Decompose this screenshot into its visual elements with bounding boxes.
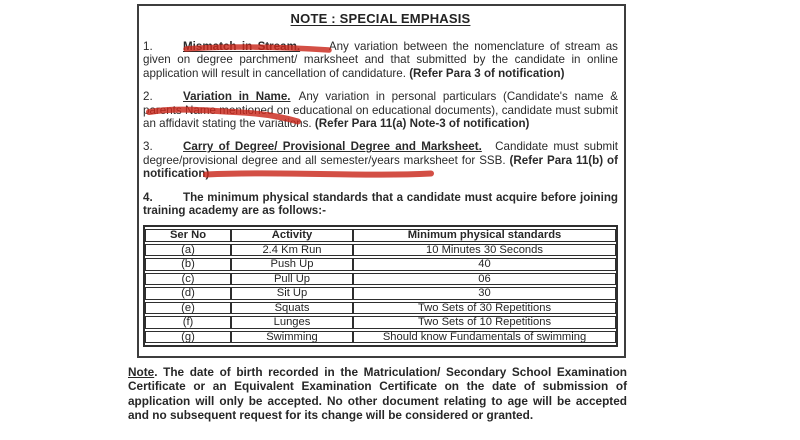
cell-standard: Two Sets of 10 Repetitions — [353, 316, 616, 329]
cell-standard: Two Sets of 30 Repetitions — [353, 302, 616, 315]
para-1-reference: (Refer Para 3 of notification) — [409, 66, 565, 80]
cell-ser-no: (a) — [145, 244, 231, 257]
footnote-text: . The date of birth recorded in the Matriculation/ Secondary School Examination Certificate or an Equivalent Examination Certificate on the date of submission of application will only be accepted. No other document relating to age will be accepted and no subsequent request for its change will be considered or granted. — [128, 365, 627, 422]
para-2-reference: (Refer Para 11(a) Note-3 of notification) — [314, 117, 530, 131]
cell-standard: 40 — [353, 258, 616, 271]
cell-activity: Lunges — [231, 316, 353, 329]
cell-ser-no: (c) — [145, 273, 231, 286]
cell-standard: 10 Minutes 30 Seconds — [353, 244, 616, 257]
table-row — [145, 258, 616, 271]
table-row — [145, 316, 616, 329]
para-1-body: Any variation between the nomenclature of stream as given on degree parchment/ marksheet and that submitted by the candidate in online application will result in cancellation of candidature. — [143, 40, 618, 80]
para-2-heading: Variation in Name. — [183, 90, 291, 104]
table-row — [145, 287, 616, 300]
cell-activity: Push Up — [231, 258, 353, 271]
document-title: NOTE : SPECIAL EMPHASIS — [290, 11, 471, 26]
cell-activity: Sit Up — [231, 287, 353, 300]
para-4-number: 4. — [143, 190, 153, 204]
table-row — [145, 244, 616, 257]
table-row — [145, 331, 616, 344]
header-minimum-standards: Minimum physical standards — [353, 229, 616, 242]
para-mismatch-in-stream — [143, 40, 618, 80]
cell-standard: 30 — [353, 287, 616, 300]
standards-table-body — [145, 244, 616, 344]
special-emphasis-box — [137, 4, 626, 358]
cell-ser-no: (e) — [145, 302, 231, 315]
para-1-heading: Mismatch in Stream. — [183, 40, 301, 53]
cell-ser-no: (b) — [145, 258, 231, 271]
cell-ser-no: (f) — [145, 316, 231, 329]
cell-ser-no: (d) — [145, 287, 231, 300]
table-header-row — [145, 229, 616, 242]
para-carry-of-degree — [143, 140, 618, 180]
tab-space — [300, 49, 324, 50]
para-3-reference: (Refer Para 11(b) of notification) — [143, 153, 618, 181]
para-2-number: 2. — [143, 90, 153, 104]
para-3-heading: Carry of Degree/ Provisional Degree and Marksheet. — [183, 140, 482, 154]
footnote-label: Note — [128, 365, 155, 379]
para-3-body: Candidate must submit degree/provisional degree and all semester/years marksheet for SSB. — [143, 140, 618, 167]
para-4-text: The minimum physical standards that a candidate must acquire before joining training academy are as follows:- — [143, 190, 618, 218]
para-3-number: 3. — [143, 140, 153, 154]
table-row — [145, 273, 616, 286]
header-ser-no: Ser No — [145, 229, 231, 242]
footnote — [128, 365, 627, 422]
cell-standard: 06 — [353, 273, 616, 286]
para-2-body: Any variation in personal particulars (Candidate's name & parents Name mentioned on educational on educational documents), candidate must submit an affidavit stating the variations. — [143, 90, 618, 131]
cell-activity: Squats — [231, 302, 353, 315]
header-activity: Activity — [231, 229, 353, 242]
tab-space — [482, 149, 490, 150]
physical-standards-table — [143, 225, 618, 347]
table-row — [145, 302, 616, 315]
cell-activity: 2.4 Km Run — [231, 244, 353, 257]
cell-activity: Swimming — [231, 331, 353, 344]
tab-space — [291, 99, 293, 100]
cell-activity: Pull Up — [231, 273, 353, 286]
cell-ser-no: (g) — [145, 331, 231, 344]
para-physical-standards-intro — [143, 191, 618, 218]
cell-standard: Should know Fundamentals of swimming — [353, 331, 616, 344]
para-variation-in-name — [143, 90, 618, 130]
para-1-number: 1. — [143, 40, 153, 53]
